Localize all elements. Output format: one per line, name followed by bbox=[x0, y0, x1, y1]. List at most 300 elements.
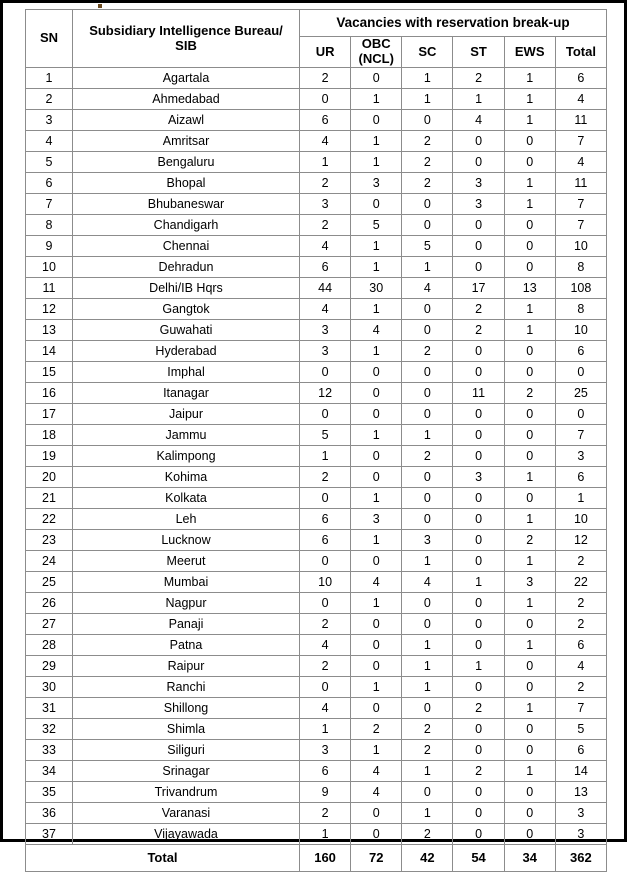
cell-obc: 4 bbox=[351, 761, 402, 782]
table-row bbox=[26, 362, 607, 383]
table-row bbox=[26, 803, 607, 824]
cell-ews: 0 bbox=[504, 719, 555, 740]
cell-ur: 1 bbox=[300, 824, 351, 845]
cell-sc: 2 bbox=[402, 131, 453, 152]
cell-sn: 37 bbox=[26, 824, 73, 845]
cell-sib: Bengaluru bbox=[73, 152, 300, 173]
cell-ews: 1 bbox=[504, 467, 555, 488]
cell-ur: 6 bbox=[300, 530, 351, 551]
cell-sc: 1 bbox=[402, 89, 453, 110]
cell-sib: Kalimpong bbox=[73, 446, 300, 467]
cell-st: 2 bbox=[453, 698, 504, 719]
header-obc-line2: (NCL) bbox=[358, 51, 394, 66]
table-row bbox=[26, 488, 607, 509]
cell-sib: Amritsar bbox=[73, 131, 300, 152]
cell-ews: 1 bbox=[504, 68, 555, 89]
header-sib-line1: Subsidiary Intelligence Bureau/ bbox=[89, 22, 283, 38]
cell-total: 7 bbox=[555, 215, 606, 236]
cell-obc: 0 bbox=[351, 446, 402, 467]
cell-obc: 3 bbox=[351, 173, 402, 194]
cell-st: 0 bbox=[453, 824, 504, 845]
cell-obc: 0 bbox=[351, 803, 402, 824]
cell-ur: 3 bbox=[300, 740, 351, 761]
table-row bbox=[26, 278, 607, 299]
cell-obc: 2 bbox=[351, 719, 402, 740]
cell-sib: Bhubaneswar bbox=[73, 194, 300, 215]
cell-total: 11 bbox=[555, 173, 606, 194]
table-row bbox=[26, 89, 607, 110]
table-row bbox=[26, 257, 607, 278]
cell-sn: 34 bbox=[26, 761, 73, 782]
cell-ews: 0 bbox=[504, 215, 555, 236]
cell-sib: Meerut bbox=[73, 551, 300, 572]
cell-total: 13 bbox=[555, 782, 606, 803]
cell-ur: 3 bbox=[300, 320, 351, 341]
cell-obc: 0 bbox=[351, 656, 402, 677]
cell-obc: 0 bbox=[351, 698, 402, 719]
cell-sc: 2 bbox=[402, 824, 453, 845]
table-row bbox=[26, 383, 607, 404]
cell-obc: 5 bbox=[351, 215, 402, 236]
cell-total: 7 bbox=[555, 698, 606, 719]
table-row bbox=[26, 320, 607, 341]
cell-ews: 1 bbox=[504, 299, 555, 320]
cell-st: 0 bbox=[453, 635, 504, 656]
table-row bbox=[26, 425, 607, 446]
cell-sn: 25 bbox=[26, 572, 73, 593]
cell-sn: 31 bbox=[26, 698, 73, 719]
cell-sib: Leh bbox=[73, 509, 300, 530]
header-total: Total bbox=[555, 37, 606, 68]
cell-obc: 1 bbox=[351, 257, 402, 278]
cell-ur: 3 bbox=[300, 194, 351, 215]
cell-ews: 1 bbox=[504, 89, 555, 110]
cell-obc: 3 bbox=[351, 509, 402, 530]
cell-sc: 2 bbox=[402, 152, 453, 173]
cell-sib: Shillong bbox=[73, 698, 300, 719]
cell-sc: 1 bbox=[402, 803, 453, 824]
cell-sib: Hyderabad bbox=[73, 341, 300, 362]
cell-total: 2 bbox=[555, 677, 606, 698]
cell-total: 4 bbox=[555, 656, 606, 677]
cell-ur: 2 bbox=[300, 803, 351, 824]
cell-obc: 1 bbox=[351, 236, 402, 257]
cell-total: 2 bbox=[555, 551, 606, 572]
cell-st: 0 bbox=[453, 215, 504, 236]
cell-sc: 1 bbox=[402, 635, 453, 656]
cell-sib: Shimla bbox=[73, 719, 300, 740]
cell-ur: 6 bbox=[300, 509, 351, 530]
cell-sc: 0 bbox=[402, 194, 453, 215]
cell-sc: 0 bbox=[402, 215, 453, 236]
cell-st: 3 bbox=[453, 194, 504, 215]
header-ur: UR bbox=[300, 37, 351, 68]
cell-obc: 1 bbox=[351, 152, 402, 173]
cell-ews: 1 bbox=[504, 551, 555, 572]
header-ews: EWS bbox=[504, 37, 555, 68]
table-row bbox=[26, 656, 607, 677]
cell-sib: Bhopal bbox=[73, 173, 300, 194]
cell-sn: 5 bbox=[26, 152, 73, 173]
cell-st: 2 bbox=[453, 320, 504, 341]
cell-ur: 0 bbox=[300, 551, 351, 572]
cell-st: 0 bbox=[453, 740, 504, 761]
table-row bbox=[26, 572, 607, 593]
vacancy-table-container bbox=[25, 9, 607, 872]
cell-sn: 22 bbox=[26, 509, 73, 530]
cell-sib: Delhi/IB Hqrs bbox=[73, 278, 300, 299]
cell-ews: 0 bbox=[504, 404, 555, 425]
cell-sib: Patna bbox=[73, 635, 300, 656]
cell-obc: 4 bbox=[351, 572, 402, 593]
cell-total: 3 bbox=[555, 803, 606, 824]
cell-sib: Lucknow bbox=[73, 530, 300, 551]
cell-sib: Chennai bbox=[73, 236, 300, 257]
cell-total: 2 bbox=[555, 614, 606, 635]
cell-obc: 0 bbox=[351, 614, 402, 635]
cell-st: 0 bbox=[453, 404, 504, 425]
cell-st: 11 bbox=[453, 383, 504, 404]
cell-sib: Jammu bbox=[73, 425, 300, 446]
cell-st: 1 bbox=[453, 656, 504, 677]
cell-st: 17 bbox=[453, 278, 504, 299]
scan-artifact-mark bbox=[98, 4, 102, 8]
cell-ur: 0 bbox=[300, 677, 351, 698]
cell-total: 6 bbox=[555, 740, 606, 761]
cell-sib: Mumbai bbox=[73, 572, 300, 593]
cell-ews: 0 bbox=[504, 782, 555, 803]
cell-sib: Jaipur bbox=[73, 404, 300, 425]
header-obc bbox=[351, 37, 402, 68]
cell-ur: 6 bbox=[300, 761, 351, 782]
cell-sc: 2 bbox=[402, 446, 453, 467]
header-sn: SN bbox=[26, 10, 73, 68]
total-obc: 72 bbox=[351, 845, 402, 872]
cell-ur: 44 bbox=[300, 278, 351, 299]
cell-sn: 10 bbox=[26, 257, 73, 278]
cell-sib: Aizawl bbox=[73, 110, 300, 131]
cell-obc: 4 bbox=[351, 782, 402, 803]
header-st: ST bbox=[453, 37, 504, 68]
cell-sc: 0 bbox=[402, 488, 453, 509]
cell-sn: 8 bbox=[26, 215, 73, 236]
cell-st: 0 bbox=[453, 341, 504, 362]
cell-ews: 0 bbox=[504, 446, 555, 467]
cell-sib: Kolkata bbox=[73, 488, 300, 509]
cell-st: 0 bbox=[453, 782, 504, 803]
cell-obc: 30 bbox=[351, 278, 402, 299]
cell-ur: 2 bbox=[300, 467, 351, 488]
cell-sn: 21 bbox=[26, 488, 73, 509]
cell-sn: 30 bbox=[26, 677, 73, 698]
cell-ews: 2 bbox=[504, 383, 555, 404]
header-vacancies-group: Vacancies with reservation break-up bbox=[300, 10, 607, 37]
cell-st: 4 bbox=[453, 110, 504, 131]
cell-sc: 0 bbox=[402, 110, 453, 131]
cell-sn: 7 bbox=[26, 194, 73, 215]
total-ur: 160 bbox=[300, 845, 351, 872]
cell-st: 2 bbox=[453, 299, 504, 320]
cell-st: 1 bbox=[453, 572, 504, 593]
cell-ur: 6 bbox=[300, 257, 351, 278]
table-row bbox=[26, 173, 607, 194]
cell-ur: 0 bbox=[300, 488, 351, 509]
cell-sib: Varanasi bbox=[73, 803, 300, 824]
cell-total: 4 bbox=[555, 152, 606, 173]
cell-total: 3 bbox=[555, 446, 606, 467]
cell-st: 0 bbox=[453, 593, 504, 614]
cell-ur: 2 bbox=[300, 173, 351, 194]
cell-obc: 1 bbox=[351, 131, 402, 152]
cell-ews: 1 bbox=[504, 194, 555, 215]
cell-sib: Guwahati bbox=[73, 320, 300, 341]
cell-total: 0 bbox=[555, 404, 606, 425]
table-row bbox=[26, 824, 607, 845]
table-row bbox=[26, 551, 607, 572]
cell-obc: 1 bbox=[351, 299, 402, 320]
cell-ur: 0 bbox=[300, 593, 351, 614]
cell-st: 0 bbox=[453, 509, 504, 530]
table-row bbox=[26, 698, 607, 719]
cell-ur: 2 bbox=[300, 614, 351, 635]
cell-obc: 1 bbox=[351, 341, 402, 362]
cell-sib: Ranchi bbox=[73, 677, 300, 698]
cell-ews: 0 bbox=[504, 236, 555, 257]
cell-total: 6 bbox=[555, 68, 606, 89]
cell-total: 11 bbox=[555, 110, 606, 131]
cell-ews: 1 bbox=[504, 173, 555, 194]
cell-sib: Itanagar bbox=[73, 383, 300, 404]
cell-obc: 0 bbox=[351, 635, 402, 656]
cell-ews: 0 bbox=[504, 362, 555, 383]
cell-ur: 1 bbox=[300, 719, 351, 740]
table-row bbox=[26, 740, 607, 761]
table-row bbox=[26, 68, 607, 89]
total-ews: 34 bbox=[504, 845, 555, 872]
vacancy-table bbox=[25, 9, 607, 872]
cell-st: 0 bbox=[453, 152, 504, 173]
cell-sc: 5 bbox=[402, 236, 453, 257]
total-row bbox=[26, 845, 607, 872]
cell-sc: 4 bbox=[402, 278, 453, 299]
cell-sc: 2 bbox=[402, 719, 453, 740]
cell-sn: 14 bbox=[26, 341, 73, 362]
cell-total: 22 bbox=[555, 572, 606, 593]
cell-ews: 1 bbox=[504, 110, 555, 131]
cell-ews: 0 bbox=[504, 425, 555, 446]
table-row bbox=[26, 509, 607, 530]
cell-obc: 0 bbox=[351, 551, 402, 572]
table-row bbox=[26, 446, 607, 467]
cell-ews: 1 bbox=[504, 320, 555, 341]
header-row-top bbox=[26, 10, 607, 37]
cell-st: 1 bbox=[453, 89, 504, 110]
cell-sn: 4 bbox=[26, 131, 73, 152]
cell-total: 7 bbox=[555, 425, 606, 446]
cell-sib: Nagpur bbox=[73, 593, 300, 614]
cell-sib: Chandigarh bbox=[73, 215, 300, 236]
cell-sn: 33 bbox=[26, 740, 73, 761]
cell-ur: 12 bbox=[300, 383, 351, 404]
cell-total: 108 bbox=[555, 278, 606, 299]
cell-st: 2 bbox=[453, 761, 504, 782]
cell-sc: 1 bbox=[402, 425, 453, 446]
cell-total: 6 bbox=[555, 341, 606, 362]
cell-sib: Trivandrum bbox=[73, 782, 300, 803]
cell-sc: 1 bbox=[402, 761, 453, 782]
cell-total: 2 bbox=[555, 593, 606, 614]
cell-sn: 26 bbox=[26, 593, 73, 614]
cell-sn: 28 bbox=[26, 635, 73, 656]
cell-total: 3 bbox=[555, 824, 606, 845]
cell-sc: 0 bbox=[402, 404, 453, 425]
cell-total: 5 bbox=[555, 719, 606, 740]
cell-st: 0 bbox=[453, 530, 504, 551]
cell-sib: Srinagar bbox=[73, 761, 300, 782]
cell-total: 10 bbox=[555, 509, 606, 530]
cell-total: 14 bbox=[555, 761, 606, 782]
cell-ur: 6 bbox=[300, 110, 351, 131]
cell-sib: Gangtok bbox=[73, 299, 300, 320]
cell-obc: 0 bbox=[351, 362, 402, 383]
cell-total: 7 bbox=[555, 194, 606, 215]
table-row bbox=[26, 215, 607, 236]
cell-sn: 20 bbox=[26, 467, 73, 488]
cell-sc: 1 bbox=[402, 656, 453, 677]
cell-sn: 27 bbox=[26, 614, 73, 635]
cell-sn: 11 bbox=[26, 278, 73, 299]
cell-sib: Ahmedabad bbox=[73, 89, 300, 110]
cell-sib: Dehradun bbox=[73, 257, 300, 278]
cell-sn: 17 bbox=[26, 404, 73, 425]
cell-sib: Agartala bbox=[73, 68, 300, 89]
total-sc: 42 bbox=[402, 845, 453, 872]
cell-sn: 9 bbox=[26, 236, 73, 257]
table-row bbox=[26, 677, 607, 698]
cell-ur: 1 bbox=[300, 152, 351, 173]
cell-st: 0 bbox=[453, 677, 504, 698]
cell-obc: 0 bbox=[351, 467, 402, 488]
cell-sc: 1 bbox=[402, 551, 453, 572]
cell-obc: 1 bbox=[351, 488, 402, 509]
cell-sn: 23 bbox=[26, 530, 73, 551]
cell-ews: 1 bbox=[504, 635, 555, 656]
cell-sib: Vijayawada bbox=[73, 824, 300, 845]
cell-sn: 18 bbox=[26, 425, 73, 446]
table-row bbox=[26, 530, 607, 551]
cell-st: 3 bbox=[453, 467, 504, 488]
cell-st: 0 bbox=[453, 719, 504, 740]
cell-total: 6 bbox=[555, 635, 606, 656]
cell-st: 0 bbox=[453, 446, 504, 467]
cell-st: 0 bbox=[453, 257, 504, 278]
table-row bbox=[26, 593, 607, 614]
cell-obc: 1 bbox=[351, 89, 402, 110]
cell-sc: 1 bbox=[402, 257, 453, 278]
table-body bbox=[26, 68, 607, 845]
cell-sc: 2 bbox=[402, 740, 453, 761]
cell-total: 8 bbox=[555, 257, 606, 278]
cell-total: 1 bbox=[555, 488, 606, 509]
cell-ur: 10 bbox=[300, 572, 351, 593]
cell-ur: 1 bbox=[300, 446, 351, 467]
cell-sc: 3 bbox=[402, 530, 453, 551]
cell-ur: 3 bbox=[300, 341, 351, 362]
cell-sc: 0 bbox=[402, 467, 453, 488]
header-obc-line1: OBC bbox=[361, 36, 391, 52]
header-sc: SC bbox=[402, 37, 453, 68]
cell-ews: 0 bbox=[504, 614, 555, 635]
table-header bbox=[26, 10, 607, 68]
cell-total: 6 bbox=[555, 467, 606, 488]
table-row bbox=[26, 782, 607, 803]
cell-ews: 1 bbox=[504, 698, 555, 719]
cell-obc: 0 bbox=[351, 110, 402, 131]
cell-total: 12 bbox=[555, 530, 606, 551]
table-row bbox=[26, 152, 607, 173]
cell-sc: 0 bbox=[402, 593, 453, 614]
table-row bbox=[26, 194, 607, 215]
cell-ews: 1 bbox=[504, 593, 555, 614]
cell-sc: 0 bbox=[402, 698, 453, 719]
cell-total: 4 bbox=[555, 89, 606, 110]
cell-sib: Imphal bbox=[73, 362, 300, 383]
total-st: 54 bbox=[453, 845, 504, 872]
cell-st: 3 bbox=[453, 173, 504, 194]
cell-total: 0 bbox=[555, 362, 606, 383]
cell-st: 0 bbox=[453, 131, 504, 152]
cell-sib: Panaji bbox=[73, 614, 300, 635]
cell-ur: 4 bbox=[300, 131, 351, 152]
cell-sn: 6 bbox=[26, 173, 73, 194]
cell-ews: 2 bbox=[504, 530, 555, 551]
cell-sn: 24 bbox=[26, 551, 73, 572]
cell-ews: 0 bbox=[504, 488, 555, 509]
table-row bbox=[26, 404, 607, 425]
cell-st: 0 bbox=[453, 803, 504, 824]
cell-ews: 1 bbox=[504, 509, 555, 530]
header-sib-line2: SIB bbox=[175, 37, 197, 53]
table-footer bbox=[26, 845, 607, 872]
cell-ews: 3 bbox=[504, 572, 555, 593]
cell-st: 0 bbox=[453, 488, 504, 509]
cell-sn: 35 bbox=[26, 782, 73, 803]
cell-obc: 1 bbox=[351, 677, 402, 698]
cell-obc: 0 bbox=[351, 404, 402, 425]
table-row bbox=[26, 341, 607, 362]
table-row bbox=[26, 719, 607, 740]
cell-ur: 9 bbox=[300, 782, 351, 803]
cell-st: 0 bbox=[453, 614, 504, 635]
cell-ur: 4 bbox=[300, 236, 351, 257]
total-row-label: Total bbox=[26, 845, 300, 872]
cell-total: 10 bbox=[555, 236, 606, 257]
table-row bbox=[26, 761, 607, 782]
cell-sn: 36 bbox=[26, 803, 73, 824]
cell-sn: 3 bbox=[26, 110, 73, 131]
cell-sc: 0 bbox=[402, 782, 453, 803]
cell-ews: 0 bbox=[504, 656, 555, 677]
cell-ur: 2 bbox=[300, 215, 351, 236]
cell-obc: 1 bbox=[351, 593, 402, 614]
cell-sib: Raipur bbox=[73, 656, 300, 677]
table-row bbox=[26, 110, 607, 131]
table-row bbox=[26, 614, 607, 635]
cell-st: 0 bbox=[453, 362, 504, 383]
cell-ews: 0 bbox=[504, 341, 555, 362]
total-total: 362 bbox=[555, 845, 606, 872]
cell-ur: 4 bbox=[300, 698, 351, 719]
